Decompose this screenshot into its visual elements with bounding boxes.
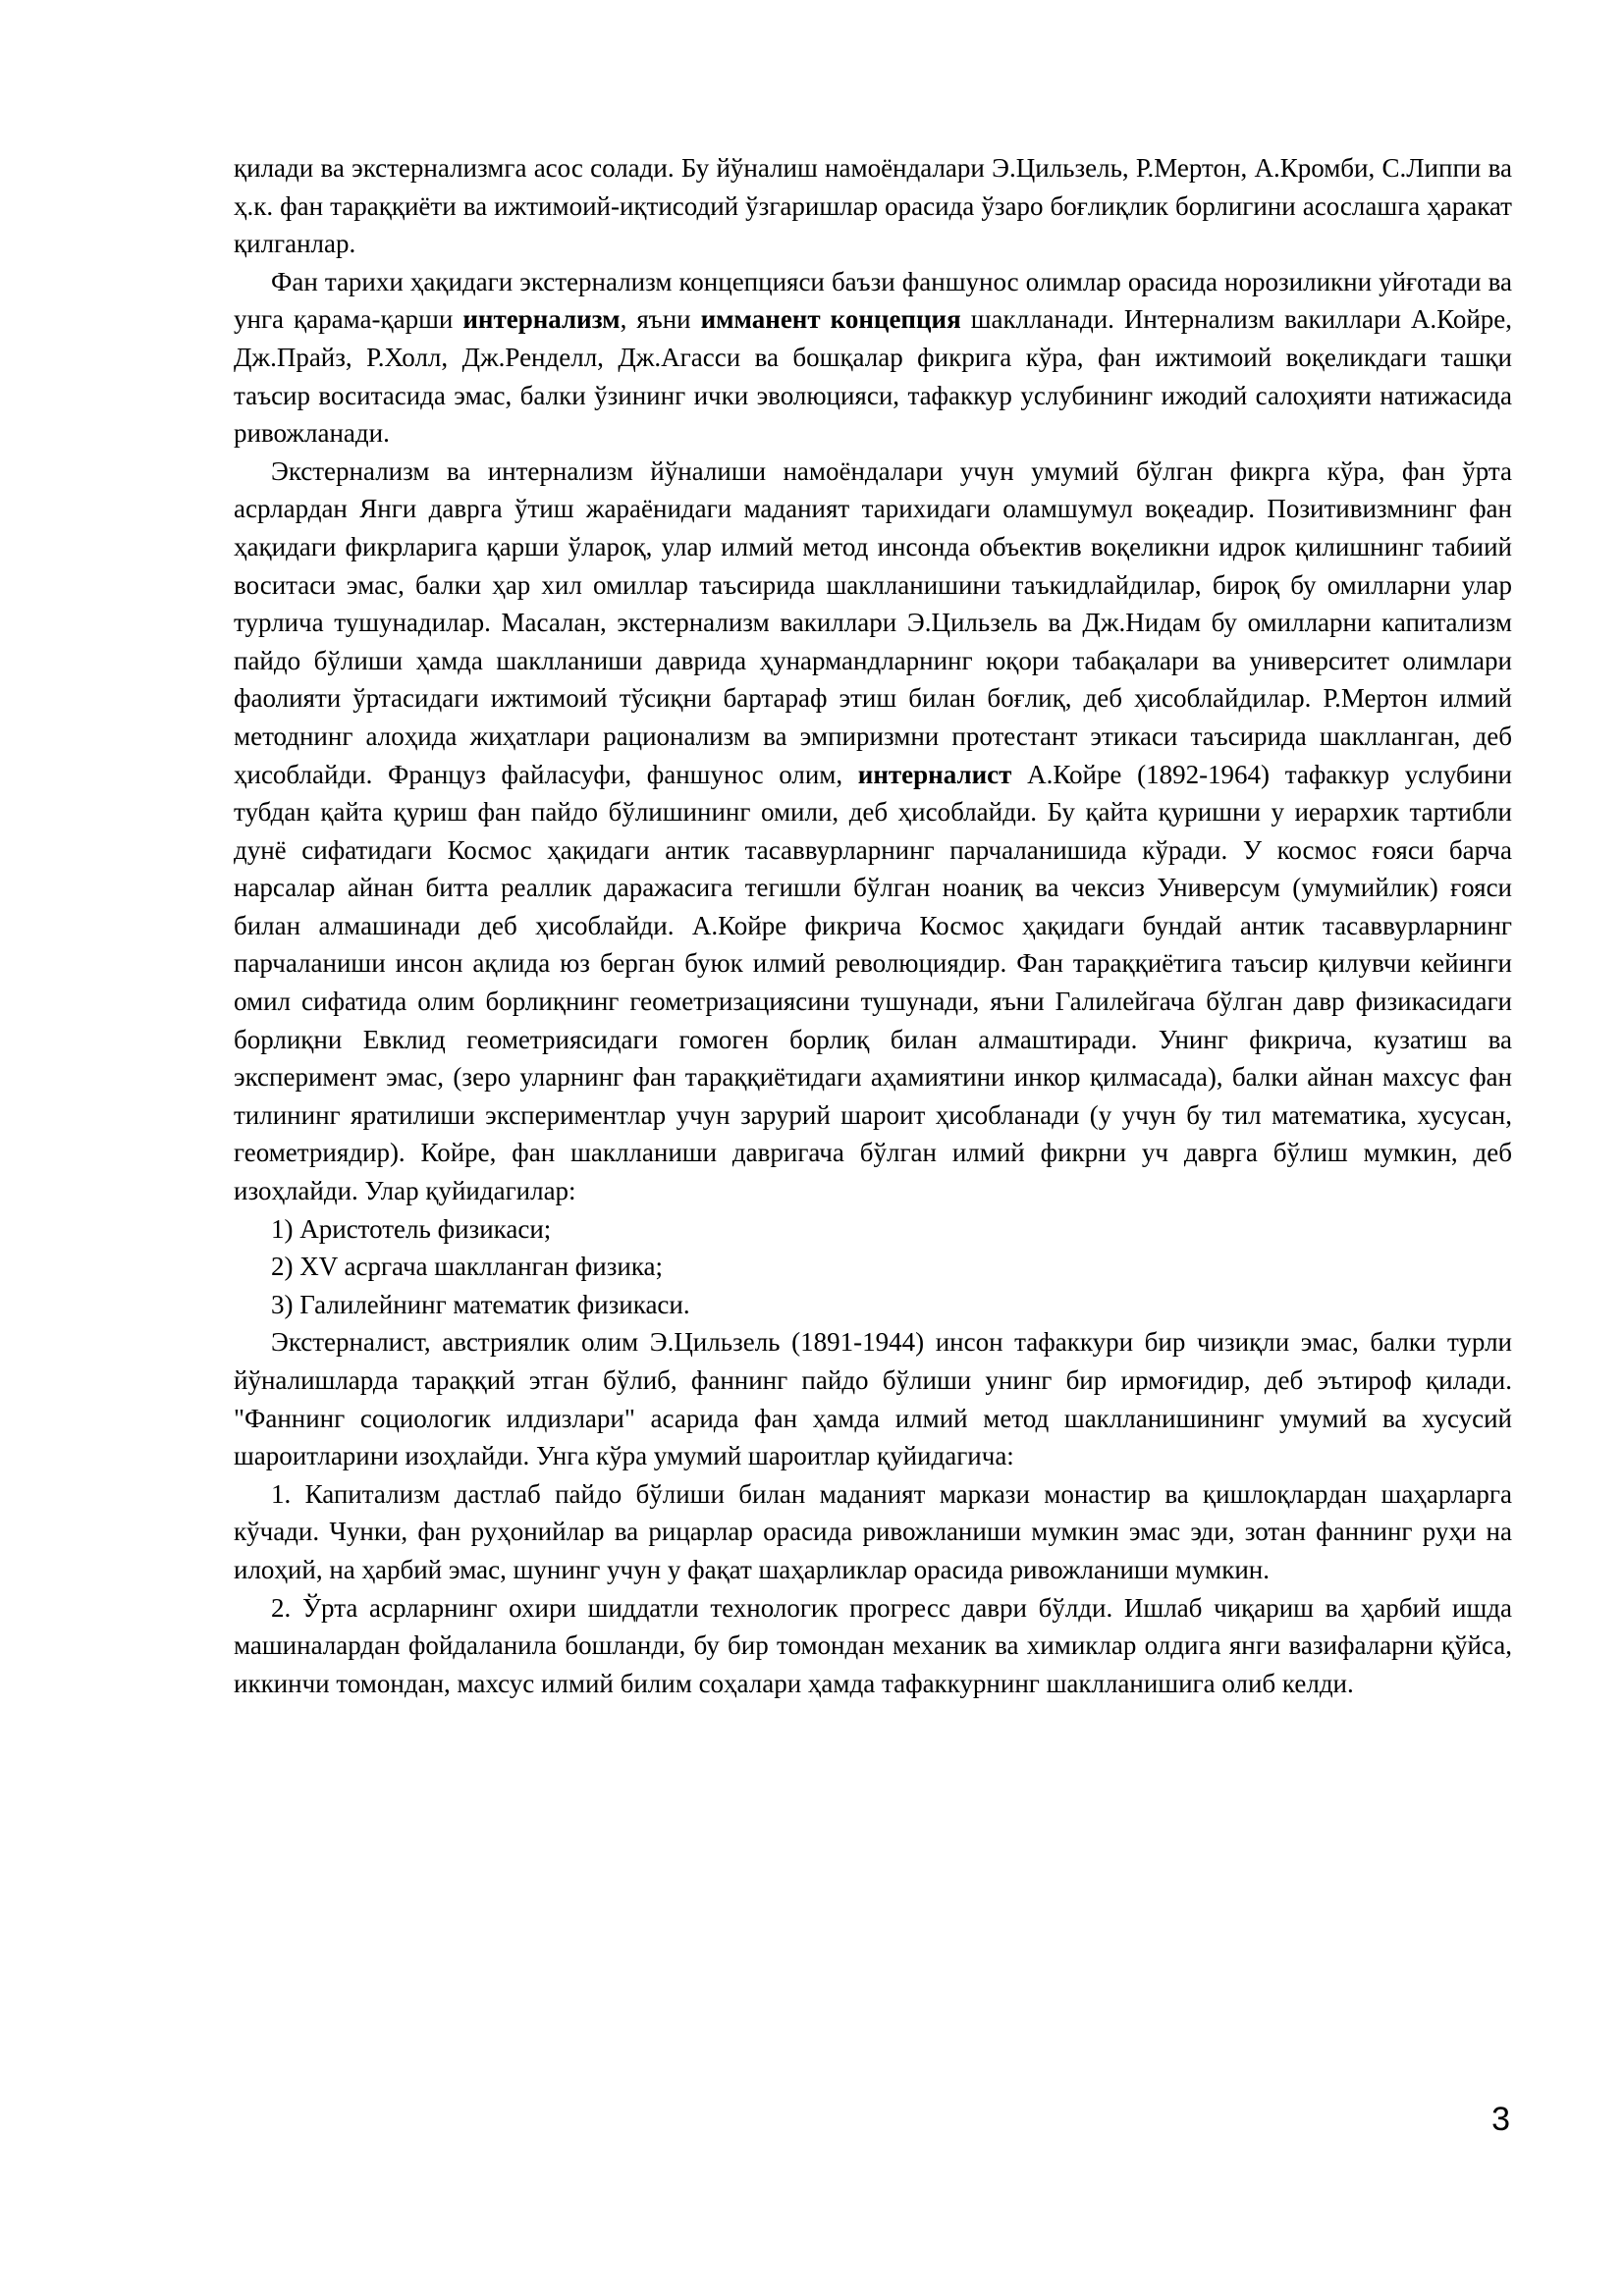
text-run: Экстернализм ва интернализм йўналиши намоёндалари учун умумий бўлган фикрга кўра, фан ўрта асрлардан Янги даврга ўтиш жараёнидаги маданият тарихидаги оламшумул воқеадир. Позитивизмнинг фан ҳақидаги фикрларига қарши ўлароқ, улар илмий метод инсонда объектив воқеликни идрок қилишнинг табиий воситаси эмас, балки ҳар хил омиллар таъсирида шаклланишини таъкидлайдилар, бироқ бу омилларни улар турлича тушунадилар. Масалан, экстернализм вакиллари Э.Цильзель ва Дж.Нидам бу омилларни капитализм пайдо бўлиши ҳамда шаклланиши даврида ҳунармандларнинг юқори табақалари ва университет олимлари фаолияти ўртасидаги ижтимоий тўсиқни бартараф этиш билан боғлиқ, деб ҳисоблайдилар. Р.Мертон илмий методнинг алоҳида жиҳатлари рационализм ва эмпиризмни протестант этикаси таъсирида шаклланган, деб ҳисоблайди. Француз файласуфи, фаншунос олим,: [234, 455, 1512, 789]
list-item-xv-century: 2) XV асргача шаклланган физика;: [271, 1252, 664, 1282]
text-run: шаклланади. Интернализм вакиллари А.Койре, Дж.Прайз, Р.Холл, Дж.Ренделл, Дж.Агасси ва бошқалар фикрига кўра, фан ижтимоий воқеликдаги ташқи таъсир воситасида эмас, балки ўзининг ички эволюцияси, тафаккур услубининг ижодий салоҳияти натижасида ривожланади.: [234, 304, 1513, 449]
page-number: 3: [1491, 2101, 1510, 2138]
paragraph-internalism: [234, 263, 1512, 453]
list-item-galileo: 3) Галилейнинг математик физикаси.: [271, 1289, 690, 1319]
paragraph-zilsel: Экстерналист, австриялик олим Э.Цильзель (1891-1944) инсон тафаккури бир чизиқли эмас, балки турли йўналишларда тараққий этган бўлиб, фаннинг пайдо бўлиши унинг бир ирмоғидир, деб эътироф қилади. "Фаннинг социологик илдизлари" асарида фан ҳамда илмий метод шаклланишининг умумий ва хусусий шароитларини изоҳлайди. Унга кўра умумий шароитлар қуйидагича:: [234, 1327, 1512, 1471]
bold-term-internalist: интерналист: [857, 759, 1012, 789]
paragraph-continuation: қилади ва экстернализмга асос солади. Бу йўналиш намоёндалари Э.Цильзель, Р.Мертон, А.Кромби, С.Липпи ва ҳ.к. фан тараққиёти ва ижтимоий-иқтисодий ўзгаришлар орасида ўзаро боғлиқлик борлигини асослашга ҳаракат қилганлар.: [234, 153, 1512, 259]
bold-term-internalism: интернализм: [462, 304, 621, 335]
text-run: А.Койре (1892-1964) тафаккур услубини тубдан қайта қуриш фан пайдо бўлишининг омили, деб ҳисоблайди. Бу қайта қуришни у иерархик тартибли дунё сифатидаги Космос ҳақидаги антик тасаввурларнинг парчаланишида кўради. У космос ғояси барча нарсалар айнан битта реаллик даражасига тегишли бўлган ноаниқ ва чексиз Универсум (умумийлик) ғояси билан алмашинади деб ҳисоблайди. А.Койре фикрича Космос ҳақидаги бундай антик тасаввурларнинг парчаланиши инсон ақлида юз берган буюк илмий революциядир. Фан тараққиётига таъсир қилувчи кейинги омил сифатида олим борлиқнинг геометризациясини тушунади, яъни Галилейгача бўлган давр физикасидаги борлиқни Евклид геометриясидаги гомоген борлиқ билан алмаштиради. Унинг фикрича, кузатиш ва эксперимент эмас, (зеро уларнинг фан тараққиётидаги аҳамиятини инкор қилмасада), балки айнан махсус фан тилининг яратилиши экспериментлар учун зарурий шароит ҳисобланади (у учун бу тил математика, хусусан, геометриядир). Койре, фан шаклланиши давригача бўлган илмий фикрни уч даврга бўлиш мумкин, деб изоҳлайди. Улар қуйидагилар:: [234, 759, 1512, 1206]
text-run: , яъни: [620, 304, 701, 335]
paragraph-externalism-internalism: [234, 453, 1512, 1210]
paragraph-condition-2: 2. Ўрта асрларнинг охири шиддатли технологик прогресс даври бўлди. Ишлаб чиқариш ва ҳарбий ишда машиналардан фойдаланила бошланди, бу бир томондан механик ва химиклар олдига янги вазифаларни қўйса, иккинчи томондан, махсус илмий билим соҳалари ҳамда тафаккурнинг шаклланишига олиб келди.: [234, 1592, 1512, 1698]
text-run: Фан тарихи ҳақидаги экстернализм концепцияси баъзи фаншунос олимлар орасида норозиликни уйғотади ва унга қарама-қарши: [234, 266, 1512, 335]
paragraph-condition-1: 1. Капитализм дастлаб пайдо бўлиши билан маданият маркази монастир ва қишлоқлардан шаҳарларга кўчади. Чунки, фан руҳонийлар ва рицарлар орасида ривожланиши мумкин эмас эди, зотан фаннинг руҳи на илоҳий, на ҳарбий эмас, шунинг учун у фақат шаҳарликлар орасида ривожланиши мумкин.: [234, 1478, 1512, 1584]
bold-term-immanent-concept: имманент концепция: [700, 304, 961, 335]
list-item-aristotle: 1) Аристотель физикаси;: [271, 1213, 552, 1244]
body-text: [234, 149, 1512, 1702]
